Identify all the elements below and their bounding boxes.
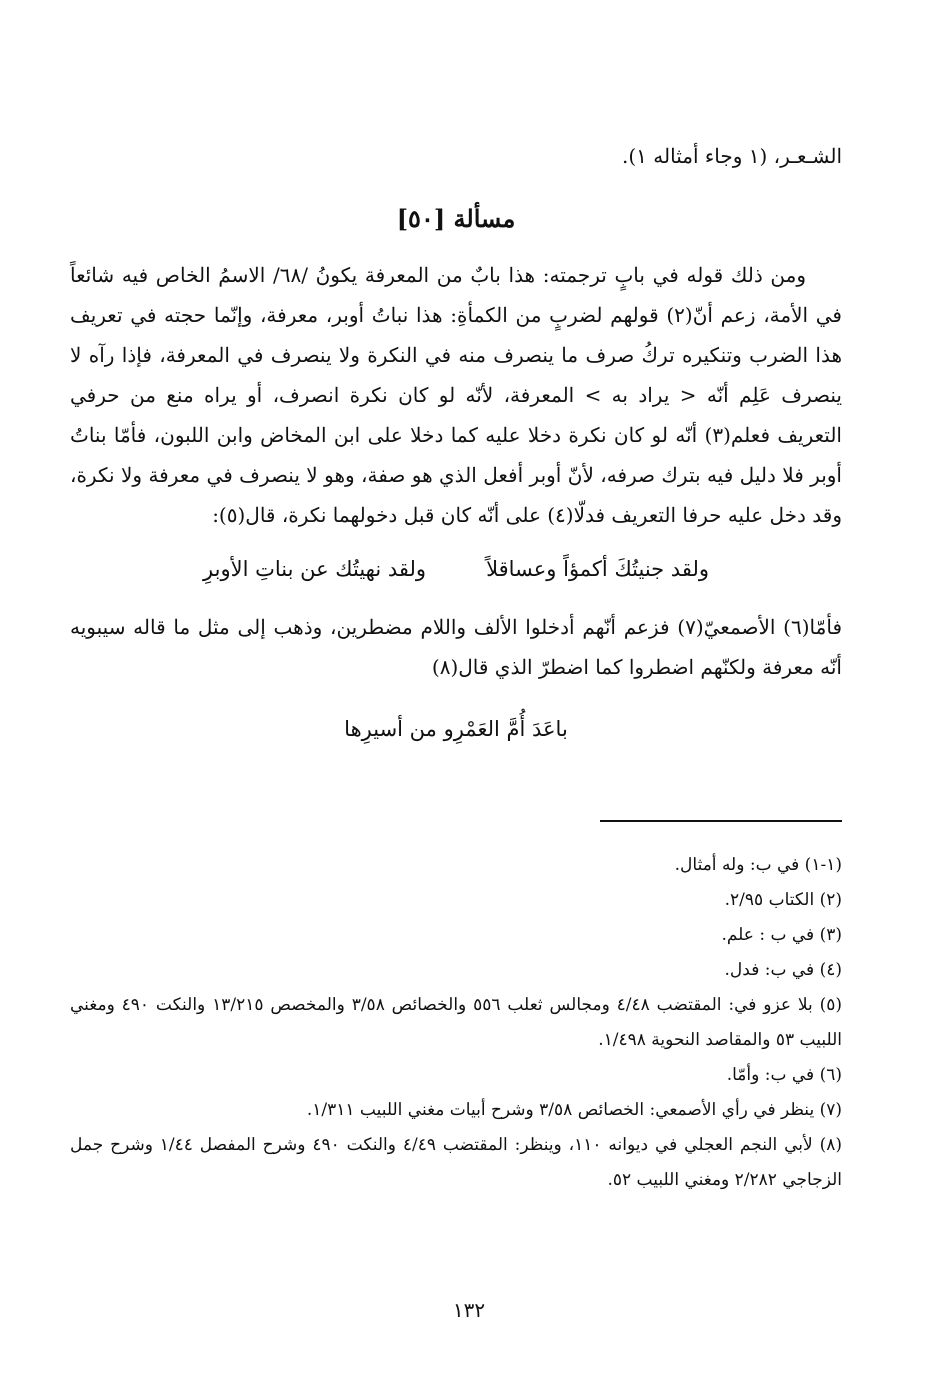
paragraph-1: ومن ذلك قوله في بابٍ ترجمته: هذا بابٌ من المعرفة يكونُ /٦٨/ الاسمُ الخاص فيه شائعاً في الأمة، زعم أنّ(٢) قولهم لضربٍ من الكمأةِ: هذا نباتُ أوبر، معرفة، وإنّما حجته في تعريف هذا الضرب وتنكيره تركُ صرف ما ينصرف منه في النكرة ولا ينصرف في المعرفة، فإذا رآه لا ينصرف عَلِم أنّه < يراد به > المعرفة، لأنّه لو كان نكرة انصرف، أو يراه منع من حرفي التعريف فعلم(٣) أنّه لو كان نكرة دخلا عليه كما دخلا على ابن المخاض وابن اللبون، فأمّا بناتُ أوبر فلا دليل فيه بترك صرفه، لأنّ أوبر أفعل الذي هو صفة، وهو لا ينصرف في معرفة ولا نكرة، وقد دخل عليه حرفا التعريف فدلّا(٤) على أنّه كان قبل دخولهما نكرة، قال(٥): bbox=[70, 263, 842, 527]
section-heading: مسألة [٥٠] bbox=[396, 204, 516, 233]
main-text bbox=[70, 130, 842, 779]
footnote-6: (٦) في ب: وأمّا. bbox=[726, 1065, 842, 1085]
footnote-3: (٣) في ب : علم. bbox=[721, 925, 842, 945]
footnote-8: (٨) لأبي النجم العجلي في ديوانه ١١٠، وينظر: المقتضب ٤/٤٩ والنكت ٤٩٠ وشرح المفصل ١/٤٤ وشرح جمل الزجاجي ٢/٢٨٢ ومغني اللبيب ٥٢. bbox=[70, 1135, 843, 1190]
footnote-1: (١-١) في ب: وله أمثال. bbox=[674, 855, 842, 875]
footnote-5: (٥) بلا عزو في: المقتضب ٤/٤٨ ومجالس ثعلب ٥٥٦ والخصائص ٣/٥٨ والمخصص ١٣/٢١٥ والنكت ٤٩٠ ومغني اللبيب ٥٣ والمقاصد النحوية ١/٤٩٨. bbox=[70, 995, 842, 1050]
footnotes bbox=[70, 848, 842, 1198]
footnote-divider bbox=[600, 820, 842, 822]
carry-over-line: الشـعـر، (١ وجاء أمثاله ١). bbox=[622, 144, 842, 168]
verse-1 bbox=[70, 549, 842, 589]
verse-2: باعَدَ أُمَّ العَمْرِو من أسيرِها bbox=[344, 717, 568, 741]
paragraph-2: فأمّا(٦) الأصمعيّ(٧) فزعم أنّهم أدخلوا الألف واللام مضطرين، وذهب إلى مثل ما قاله سيبويه أنّه معرفة ولكنّهم اضطروا كما اضطرّ الذي قال(٨) bbox=[70, 615, 842, 679]
footnote-4: (٤) في ب: فدل. bbox=[724, 960, 842, 980]
verse-1-second-hemistich: ولقد نهيتُك عن بناتِ الأوبرِ bbox=[203, 557, 427, 581]
page-number: ١٣٢ bbox=[452, 1298, 486, 1322]
verse-1-first-hemistich: ولقد جنيتُكَ أكمؤاً وعساقلاً bbox=[486, 557, 709, 581]
footnote-7: (٧) ينظر في رأي الأصمعي: الخصائص ٣/٥٨ وشرح أبيات مغني اللبيب ١/٣١١. bbox=[306, 1100, 842, 1120]
footnote-2: (٢) الكتاب ٢/٩٥. bbox=[724, 890, 842, 910]
